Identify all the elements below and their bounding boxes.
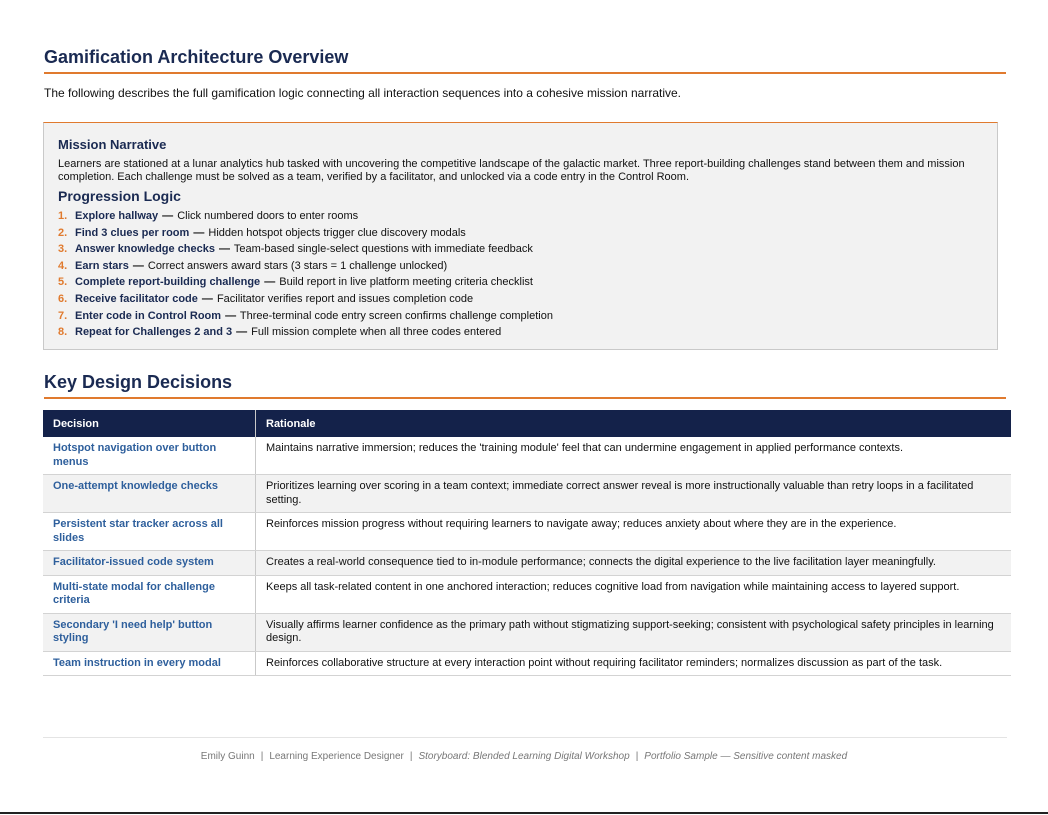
step-title: Earn stars	[75, 259, 129, 272]
decision-cell: Hotspot navigation over button menus	[43, 437, 256, 475]
footer-role: Learning Experience Designer	[269, 751, 404, 762]
step-number: 1.	[58, 210, 68, 222]
footer-separator: |	[260, 751, 264, 762]
section-title-decisions: Key Design Decisions	[44, 372, 1006, 399]
rationale-cell: Keeps all task-related content in one anchored interaction; reduces cognitive load from navigation while maintaining access to layered support.	[256, 575, 1012, 613]
step-number: 5.	[58, 276, 68, 289]
progression-step	[58, 241, 983, 258]
step-description: Team-based single-select questions with immediate feedback	[233, 243, 533, 256]
table-row	[43, 551, 1011, 576]
step-description: Three-terminal code entry screen confirms challenge completion	[239, 309, 553, 322]
footer-storyboard: Storyboard: Blended Learning Digital Workshop	[418, 751, 630, 762]
intro-text: The following describes the full gamification logic connecting all interaction sequences into a cohesive mission narrative.	[44, 86, 682, 100]
decision-cell: Secondary 'I need help' button styling	[43, 613, 256, 651]
table-header-row	[43, 410, 1011, 437]
rationale-cell: Reinforces mission progress without requiring learners to navigate away; reduces anxiety about where they are in the experience.	[256, 513, 1012, 551]
progression-heading: Progression Logic	[58, 188, 181, 204]
progression-step	[58, 258, 983, 275]
step-description: Full mission complete when all three codes entered	[251, 326, 502, 339]
step-description: Build report in live platform meeting criteria checklist	[279, 276, 533, 289]
step-title: Explore hallway	[75, 210, 159, 222]
progression-step	[58, 274, 983, 291]
table-row	[43, 651, 1011, 676]
narrative-text: Learners are stationed at a lunar analytics hub tasked with uncovering the competitive landscape of the galactic market. Three report-building challenges stand between them and mission completion. Each challenge must be solved as a team, verified by a facilitator, and unlocked via a code entry in the Control Room.	[58, 158, 965, 183]
table-row	[43, 575, 1011, 613]
step-description: Click numbered doors to enter rooms	[177, 210, 359, 222]
rationale-cell: Prioritizes learning over scoring in a team context; immediate correct answer reveal is more instructionally valuable than retry loops in a facilitated setting.	[256, 475, 1012, 513]
step-description: Facilitator verifies report and issues completion code	[216, 292, 474, 305]
step-dash: —	[225, 309, 237, 322]
step-title: Repeat for Challenges 2 and 3	[75, 326, 233, 339]
table-row	[43, 613, 1011, 651]
rationale-cell: Creates a real-world consequence tied to in-module performance; connects the digital experience to the live facilitation layer meaningfully.	[256, 551, 1012, 576]
progression-step	[58, 291, 983, 308]
decision-cell: One-attempt knowledge checks	[43, 475, 256, 513]
step-number: 4.	[58, 259, 68, 272]
footer-author: Emily Guinn	[200, 751, 255, 762]
column-header-rationale: Rationale	[256, 410, 1012, 437]
step-dash: —	[132, 259, 144, 272]
rationale-cell: Reinforces collaborative structure at every interaction point without requiring facilitator reminders; normalizes discussion as part of the task.	[256, 651, 1012, 676]
footer-divider	[43, 737, 1007, 738]
step-title: Enter code in Control Room	[75, 309, 222, 322]
step-dash: —	[201, 292, 213, 305]
footer-separator: |	[635, 751, 639, 762]
table-row	[43, 475, 1011, 513]
bottom-border	[0, 812, 1048, 814]
footer-sample: Portfolio Sample — Sensitive content masked	[644, 751, 848, 762]
column-header-decision: Decision	[43, 410, 256, 437]
step-title: Complete report-building challenge	[75, 276, 261, 289]
decision-cell: Multi-state modal for challenge criteria	[43, 575, 256, 613]
step-title: Receive facilitator code	[75, 292, 198, 305]
mission-panel	[43, 122, 998, 350]
progression-step	[58, 208, 983, 225]
step-number: 3.	[58, 243, 68, 256]
step-number: 6.	[58, 292, 68, 305]
progression-step	[58, 225, 983, 242]
table-row	[43, 513, 1011, 551]
footer	[0, 751, 1048, 762]
step-dash: —	[162, 210, 174, 222]
step-description: Hidden hotspot objects trigger clue discovery modals	[208, 226, 466, 239]
footer-separator: |	[409, 751, 413, 762]
progression-step	[58, 308, 983, 325]
progression-step	[58, 324, 983, 341]
step-dash: —	[219, 243, 230, 256]
step-dash: —	[236, 326, 248, 339]
progression-list	[58, 208, 983, 341]
step-number: 8.	[58, 326, 68, 339]
table-row	[43, 437, 1011, 475]
step-title: Find 3 clues per room	[75, 226, 190, 239]
rationale-cell: Maintains narrative immersion; reduces the 'training module' feel that can undermine engagement in applied performance contexts.	[256, 437, 1012, 475]
page-title: Gamification Architecture Overview	[44, 47, 1006, 74]
decision-cell: Team instruction in every modal	[43, 651, 256, 676]
decision-cell: Persistent star tracker across all slides	[43, 513, 256, 551]
narrative-heading: Mission Narrative	[58, 137, 167, 152]
step-description: Correct answers award stars (3 stars = 1 challenge unlocked)	[147, 259, 448, 272]
decisions-table	[43, 410, 1011, 676]
step-number: 7.	[58, 309, 68, 322]
step-number: 2.	[58, 226, 68, 239]
rationale-cell: Visually affirms learner confidence as the primary path without stigmatizing support-seeking; consistent with psychological safety principles in learning design.	[256, 613, 1012, 651]
step-dash: —	[193, 226, 205, 239]
step-title: Answer knowledge checks	[75, 243, 215, 256]
decision-cell: Facilitator-issued code system	[43, 551, 256, 576]
step-dash: —	[264, 276, 276, 289]
